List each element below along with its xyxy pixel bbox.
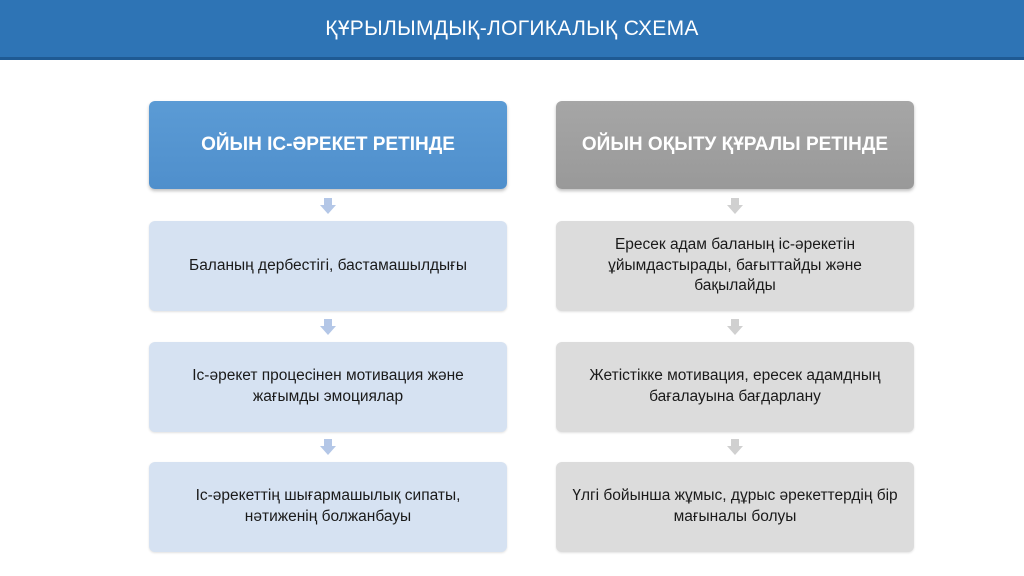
down-arrow-icon <box>727 319 743 335</box>
down-arrow-icon <box>727 439 743 455</box>
left-item-1: Баланың дербестігі, бастамашылдығы <box>149 221 507 311</box>
right-item-3: Үлгі бойынша жұмыс, дұрыс әрекеттердің бір мағыналы болуы <box>556 462 914 552</box>
left-item-3: Іс-әрекеттің шығармашылық сипаты, нәтиженің болжанбауы <box>149 462 507 552</box>
right-item-2: Жетістікке мотивация, ересек адамдның бағалауына бағдарлану <box>556 342 914 432</box>
down-arrow-icon <box>727 198 743 214</box>
title-bar <box>0 0 1024 60</box>
down-arrow-icon <box>320 319 336 335</box>
page-title: ҚҰРЫЛЫМДЫҚ-ЛОГИКАЛЫҚ СХЕМА <box>325 16 699 40</box>
left-header: ОЙЫН ІС-ӘРЕКЕТ РЕТІНДЕ <box>149 101 507 189</box>
down-arrow-icon <box>320 198 336 214</box>
right-item-1: Ересек адам баланың іс-әрекетін ұйымдастырады, бағыттайды және бақылайды <box>556 221 914 311</box>
down-arrow-icon <box>320 439 336 455</box>
left-item-2: Іс-әрекет процесінен мотивация және жағымды эмоциялар <box>149 342 507 432</box>
right-header: ОЙЫН ОҚЫТУ ҚҰРАЛЫ РЕТІНДЕ <box>556 101 914 189</box>
